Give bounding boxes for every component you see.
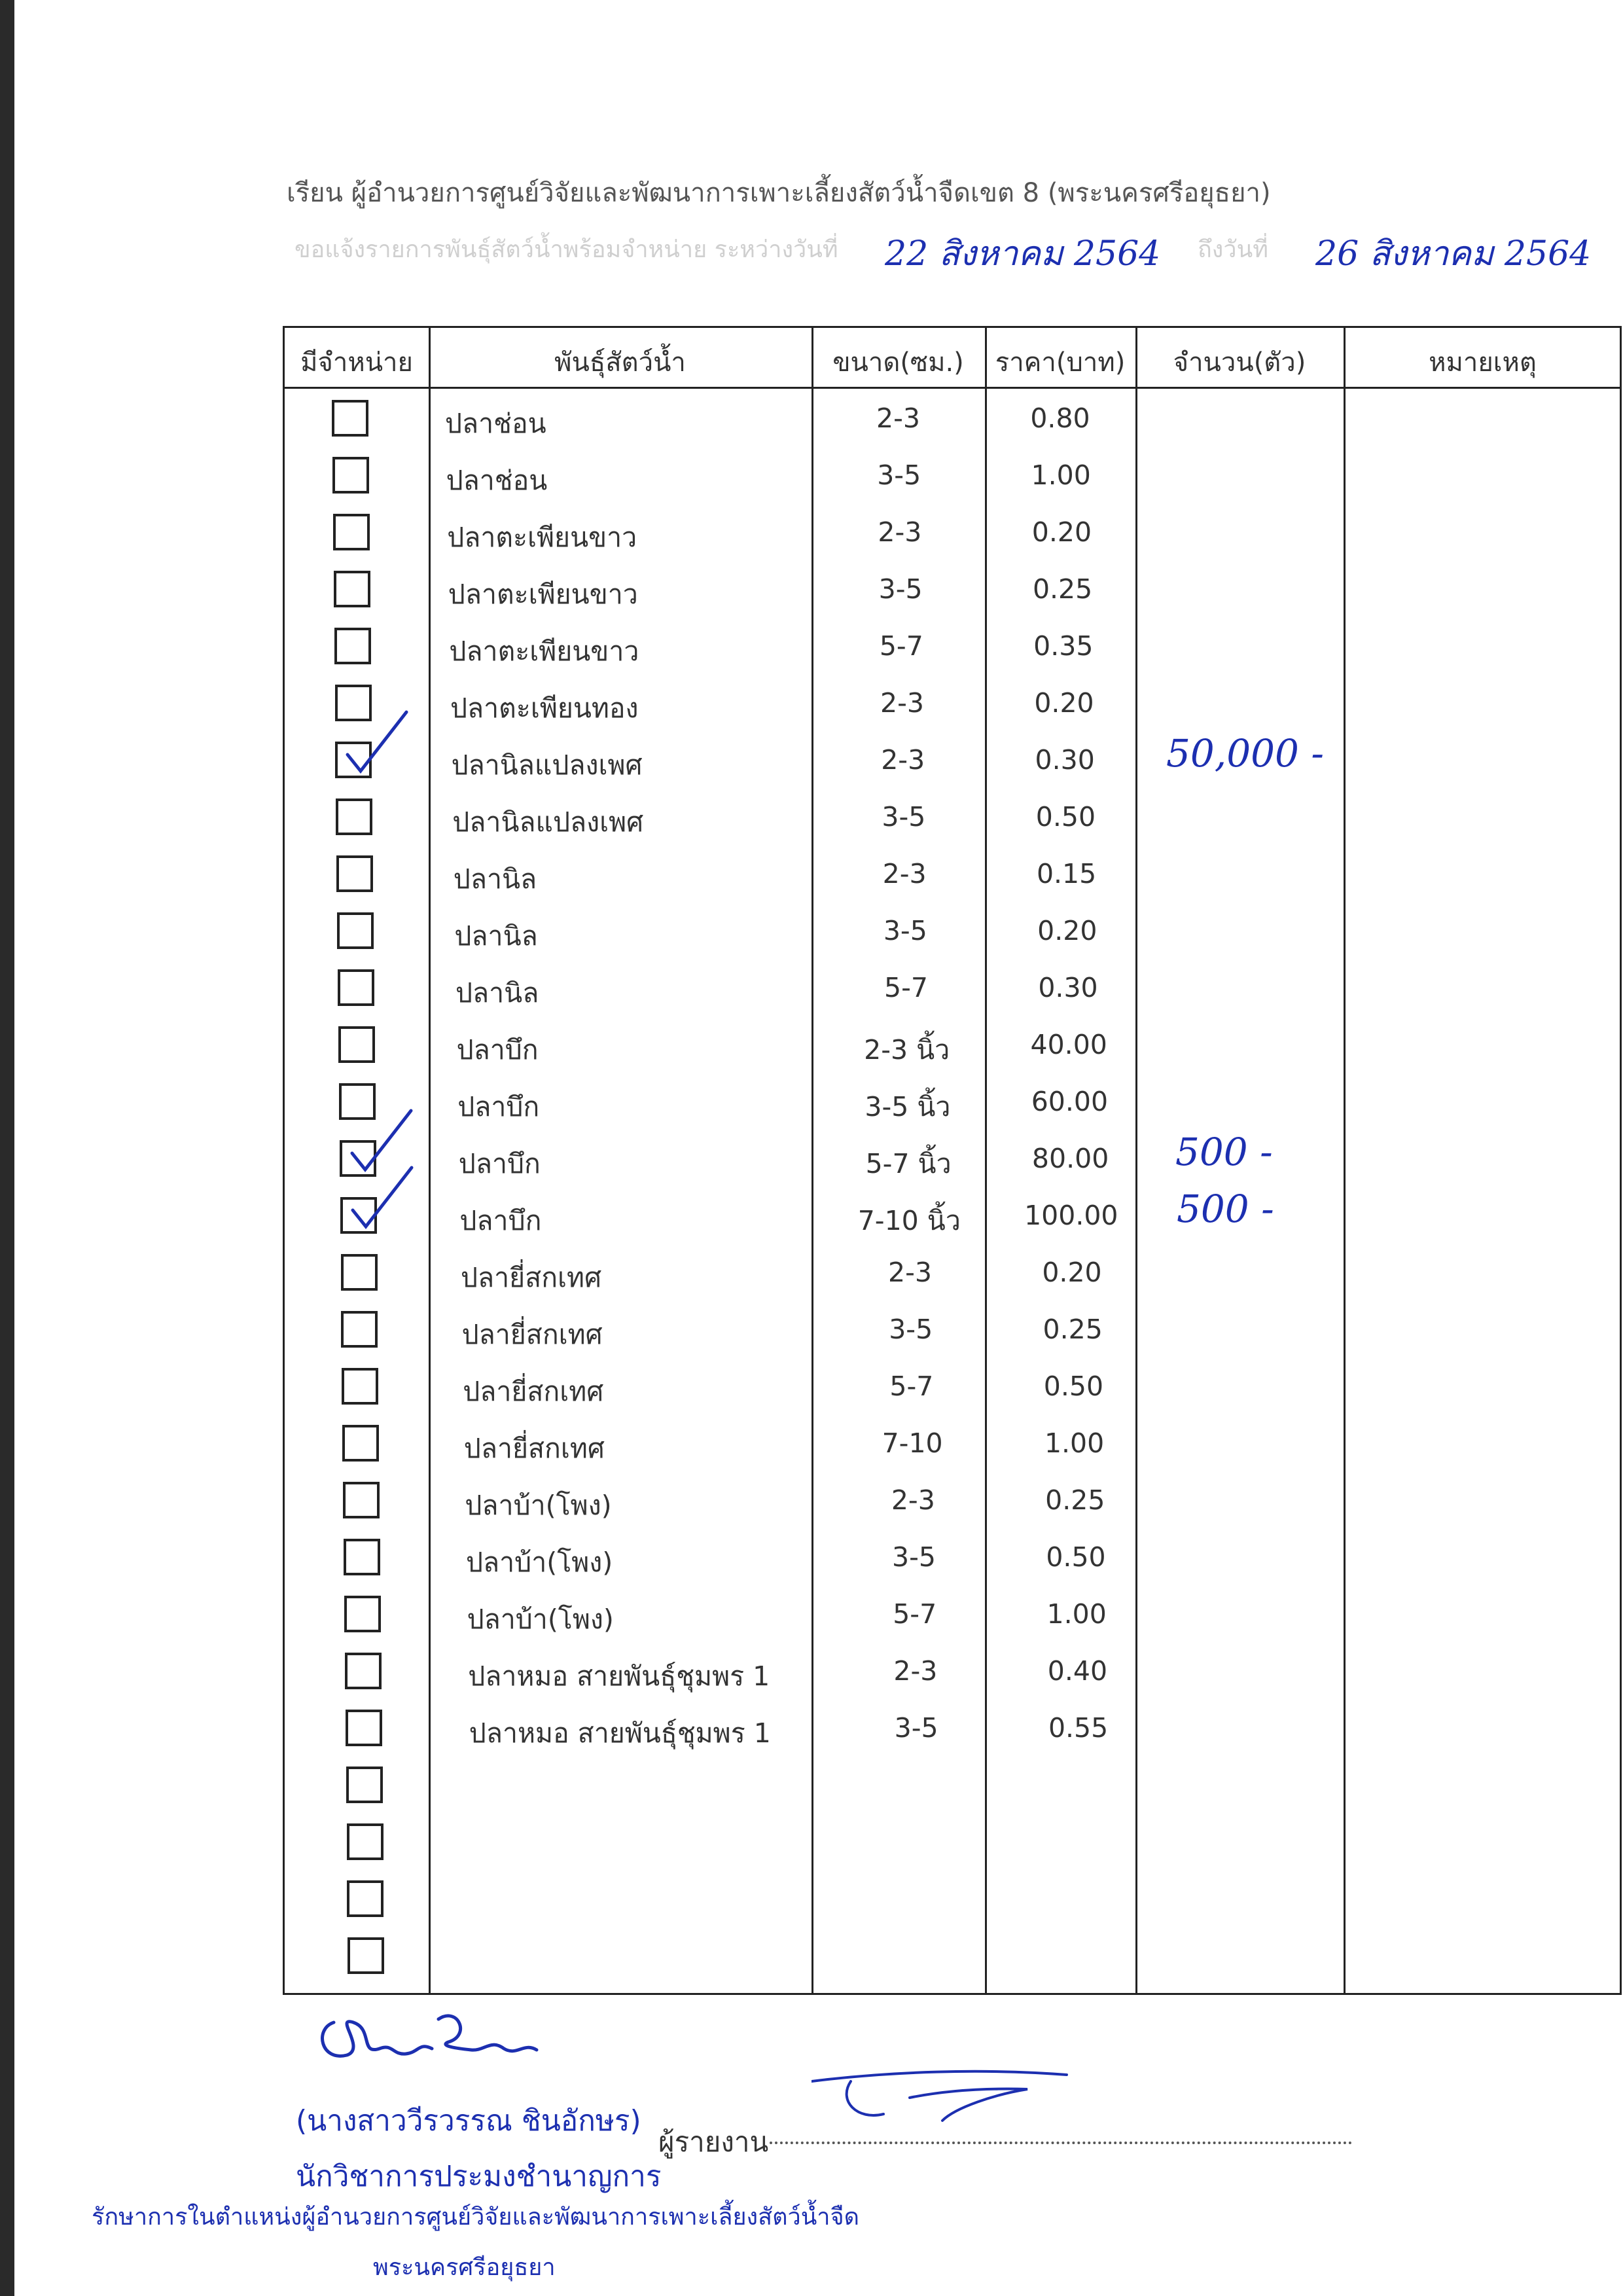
- availability-checkbox[interactable]: [336, 798, 372, 835]
- col-header-available: มีจำหน่าย: [300, 348, 413, 378]
- availability-checkbox[interactable]: [338, 969, 374, 1006]
- table-row: [285, 849, 1620, 905]
- size-cell: 3-5: [883, 915, 927, 946]
- size-cell: 3-5: [892, 1541, 936, 1573]
- table-row: [285, 507, 1620, 564]
- species-cell: ปลานิลแปลงเพศ: [451, 749, 643, 781]
- availability-checkbox[interactable]: [332, 400, 368, 437]
- availability-checkbox[interactable]: [346, 1710, 382, 1746]
- species-cell: ปลาบึก: [458, 1148, 541, 1179]
- availability-checkbox[interactable]: [334, 571, 370, 607]
- price-cell: 0.20: [1037, 915, 1097, 946]
- price-cell: 60.00: [1031, 1086, 1109, 1117]
- price-cell: 0.20: [1042, 1257, 1102, 1288]
- price-cell: 0.15: [1036, 858, 1097, 889]
- table-row: [285, 393, 1620, 450]
- signer-name: (นางสาววีรวรรณ ชินอักษร): [296, 2104, 641, 2138]
- species-cell: ปลาบ้า(โพง): [466, 1547, 613, 1578]
- size-cell: 2-3: [888, 1257, 932, 1288]
- price-cell: 0.25: [1043, 1314, 1103, 1345]
- table-row: [285, 1418, 1620, 1475]
- price-cell: 0.50: [1035, 801, 1096, 833]
- species-cell: ปลายี่สกเทศ: [461, 1262, 602, 1293]
- species-cell: ปลานิล: [455, 977, 539, 1009]
- size-cell: 3-5: [894, 1712, 938, 1744]
- availability-checkbox[interactable]: [337, 912, 374, 949]
- size-cell: 5-7: [893, 1598, 937, 1630]
- table-row: [285, 906, 1620, 962]
- table-row: [285, 1304, 1620, 1361]
- species-cell: ปลาบึก: [459, 1205, 542, 1236]
- table-row: [285, 1187, 1620, 1247]
- table-row: [285, 792, 1620, 848]
- species-cell: ปลายี่สกเทศ: [461, 1319, 603, 1350]
- date-from: 22 สิงหาคม 2564: [885, 234, 1161, 274]
- species-cell: ปลาช่อน: [445, 408, 546, 439]
- table-row: [285, 1589, 1620, 1645]
- availability-checkbox[interactable]: [347, 1880, 383, 1917]
- quantity-handwritten: 500 -: [1177, 1187, 1274, 1231]
- species-cell: ปลาหมอ สายพันธุ์ชุมพร 1: [468, 1660, 770, 1692]
- species-cell: ปลาบึก: [456, 1034, 539, 1066]
- price-cell: 0.20: [1031, 516, 1092, 548]
- availability-checkbox[interactable]: [341, 1311, 378, 1348]
- species-cell: ปลาช่อน: [446, 465, 548, 496]
- availability-checkbox[interactable]: [342, 1368, 378, 1405]
- size-cell: 2-3: [882, 858, 927, 889]
- table-row: [285, 1817, 1620, 1873]
- reporter-signature-line: [770, 2142, 1352, 2144]
- species-cell: ปลานิล: [453, 863, 537, 895]
- acting-position: รักษาการในตำแหน่งผู้อำนวยการศูนย์วิจัยและพัฒนาการเพาะเลี้ยงสัตว์น้ำจืด: [92, 2204, 859, 2231]
- size-cell: 2-3: [881, 744, 925, 776]
- species-cell: ปลาหมอ สายพันธุ์ชุมพร 1: [469, 1717, 771, 1749]
- size-cell: 3-5: [878, 573, 923, 605]
- price-cell: 1.00: [1031, 459, 1091, 491]
- col-header-price: ราคา(บาท): [995, 348, 1126, 378]
- col-header-size: ขนาด(ซม.): [832, 348, 964, 378]
- table-row: [285, 621, 1620, 677]
- table-row: [285, 1760, 1620, 1816]
- species-cell: ปลาบ้า(โพง): [467, 1604, 614, 1635]
- table-row: [285, 1874, 1620, 1930]
- table-row: [285, 1077, 1620, 1133]
- size-cell: 2-3: [876, 403, 920, 434]
- to-label: ถึงวันที่: [1198, 236, 1268, 263]
- price-cell: 0.30: [1038, 972, 1098, 1003]
- price-cell: 0.80: [1030, 403, 1090, 434]
- price-cell: 0.35: [1033, 630, 1094, 662]
- size-cell: 3-5 นิ้ว: [865, 1091, 951, 1122]
- size-cell: 5-7: [884, 972, 928, 1003]
- availability-checkbox[interactable]: [342, 1425, 379, 1462]
- price-cell: 100.00: [1024, 1200, 1118, 1231]
- fish-price-table: [283, 326, 1622, 1995]
- species-cell: ปลายี่สกเทศ: [463, 1376, 604, 1407]
- availability-checkbox[interactable]: [338, 1026, 375, 1063]
- availability-checkbox[interactable]: [346, 1767, 383, 1803]
- species-cell: ปลาตะเพียนขาว: [449, 636, 639, 667]
- price-cell: 0.30: [1035, 744, 1095, 776]
- price-cell: 40.00: [1030, 1029, 1107, 1060]
- size-cell: 2-3: [891, 1484, 935, 1516]
- species-cell: ปลาตะเพียนขาว: [447, 522, 637, 553]
- table-row: [285, 678, 1620, 734]
- period-label: ขอแจ้งรายการพันธุ์สัตว์น้ำพร้อมจำหน่าย ระหว่างวันที่: [294, 236, 838, 263]
- availability-checkbox[interactable]: [347, 1823, 383, 1860]
- species-cell: ปลายี่สกเทศ: [463, 1433, 605, 1464]
- province-line: พระนครศรีอยุธยา: [373, 2254, 556, 2281]
- table-row: [285, 564, 1620, 620]
- price-cell: 0.25: [1032, 573, 1093, 605]
- size-cell: 2-3 นิ้ว: [864, 1034, 950, 1066]
- availability-checkbox[interactable]: [344, 1539, 380, 1575]
- price-cell: 0.55: [1048, 1712, 1109, 1744]
- species-cell: ปลานิล: [454, 920, 538, 952]
- signer-title: นักวิชาการประมงชำนาญการ: [296, 2160, 662, 2193]
- size-cell: 2-3: [880, 687, 924, 719]
- size-cell: 3-5: [877, 459, 921, 491]
- table-row: [285, 1931, 1620, 1987]
- availability-checkbox[interactable]: [336, 855, 373, 892]
- size-cell: 5-7 นิ้ว: [865, 1148, 952, 1179]
- date-to: 26 สิงหาคม 2564: [1315, 234, 1592, 274]
- availability-checkbox[interactable]: [345, 1653, 382, 1689]
- species-cell: ปลาบึก: [457, 1091, 540, 1122]
- price-cell: 0.50: [1043, 1371, 1104, 1402]
- scan-edge: [0, 0, 14, 2296]
- col-header-quantity: จำนวน(ตัว): [1173, 348, 1306, 378]
- size-cell: 5-7: [889, 1371, 934, 1402]
- table-row: [285, 1130, 1620, 1190]
- quantity-handwritten: 50,000 -: [1166, 731, 1324, 776]
- table-row: [285, 1703, 1620, 1759]
- size-cell: 2-3: [893, 1655, 938, 1687]
- availability-checkbox[interactable]: [344, 1596, 381, 1632]
- species-cell: ปลาบ้า(โพง): [465, 1490, 612, 1521]
- price-cell: 0.25: [1045, 1484, 1105, 1516]
- size-cell: 7-10: [882, 1427, 943, 1459]
- size-cell: 2-3: [878, 516, 922, 548]
- availability-checkbox[interactable]: [334, 628, 371, 664]
- availability-checkbox[interactable]: [341, 1254, 378, 1291]
- col-header-species: พันธุ์สัตว์น้ำ: [554, 348, 686, 378]
- availability-checkbox[interactable]: [332, 457, 369, 493]
- table-row: [285, 731, 1620, 791]
- quantity-handwritten: 500 -: [1175, 1130, 1273, 1174]
- table-row: [285, 450, 1620, 507]
- price-cell: 1.00: [1046, 1598, 1107, 1630]
- addressee-line: เรียน ผู้อำนวยการศูนย์วิจัยและพัฒนาการเพาะเลี้ยงสัตว์น้ำจืดเขต 8 (พระนครศรีอยุธยา): [287, 178, 1271, 208]
- table-row: [285, 1020, 1620, 1076]
- table-row: [285, 1475, 1620, 1532]
- col-header-remark: หมายเหตุ: [1429, 348, 1537, 378]
- table-row: [285, 963, 1620, 1019]
- species-cell: ปลานิลแปลงเพศ: [452, 806, 644, 838]
- availability-checkbox[interactable]: [343, 1482, 380, 1518]
- size-cell: 7-10 นิ้ว: [857, 1205, 961, 1236]
- availability-checkbox[interactable]: [333, 514, 370, 550]
- table-row: [285, 1361, 1620, 1418]
- price-cell: 1.00: [1044, 1427, 1105, 1459]
- species-cell: ปลาตะเพียนขาว: [448, 579, 638, 610]
- price-cell: 0.20: [1034, 687, 1094, 719]
- availability-checkbox[interactable]: [348, 1937, 384, 1974]
- handwritten-signature-1: [308, 2003, 556, 2081]
- check-mark-icon: [346, 1164, 418, 1236]
- table-row: [285, 1247, 1620, 1304]
- check-mark-icon: [341, 709, 413, 781]
- size-cell: 3-5: [882, 801, 926, 833]
- price-cell: 0.50: [1046, 1541, 1106, 1573]
- species-cell: ปลาตะเพียนทอง: [450, 692, 639, 724]
- header-divider: [285, 387, 1620, 389]
- price-cell: 0.40: [1047, 1655, 1108, 1687]
- handwritten-signature-2: [812, 2062, 1086, 2134]
- price-cell: 80.00: [1031, 1143, 1109, 1174]
- table-row: [285, 1646, 1620, 1702]
- size-cell: 5-7: [879, 630, 923, 662]
- table-row: [285, 1532, 1620, 1588]
- size-cell: 3-5: [889, 1314, 933, 1345]
- reporter-label: ผู้รายงาน: [658, 2126, 769, 2158]
